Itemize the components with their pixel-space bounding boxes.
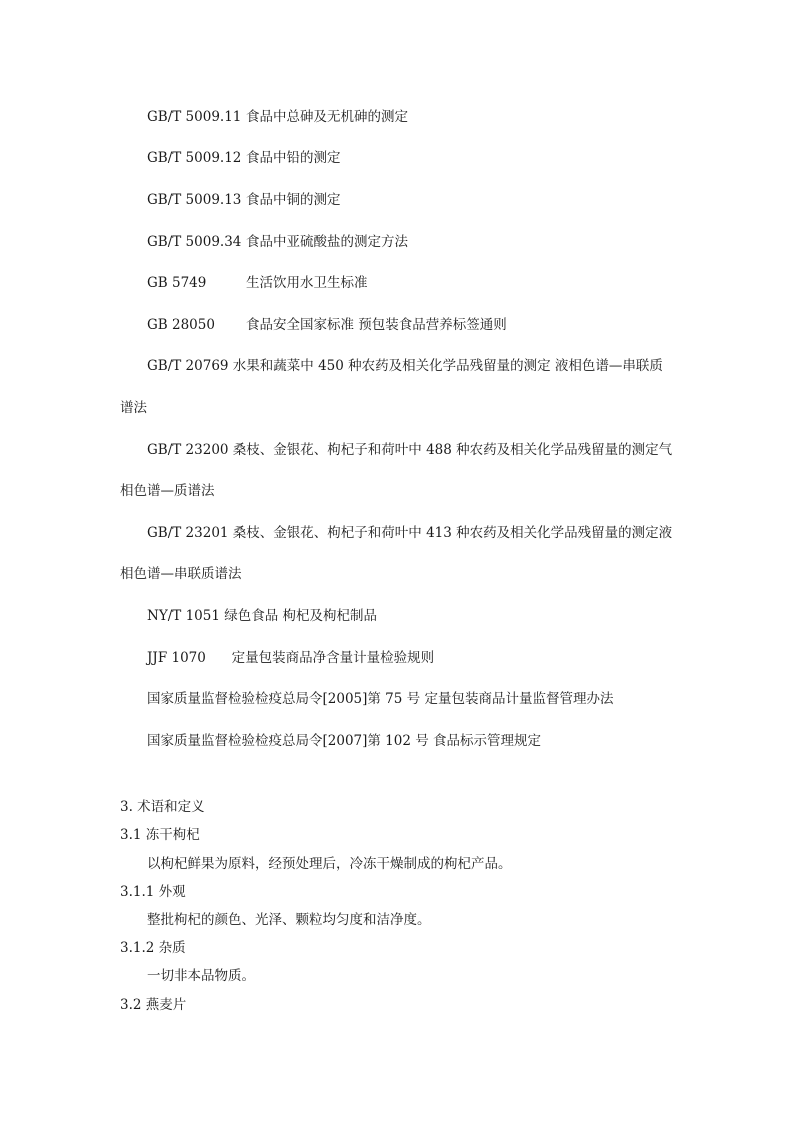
term-definition: 一切非本品物质。 xyxy=(147,968,255,984)
reference-code: GB/T 5009.34 xyxy=(147,234,242,250)
term-definition: 整批枸杞的颜色、光泽、颗粒均匀度和洁净度。 xyxy=(147,912,431,928)
reference-item xyxy=(147,274,368,292)
reference-item xyxy=(147,149,341,167)
reference-item: JJF 1070 定量包装商品净含量计量检验规则 xyxy=(147,650,435,666)
reference-code: GB/T 5009.11 xyxy=(147,109,242,125)
reference-item xyxy=(147,191,341,209)
reference-code: GB/T 5009.12 xyxy=(147,150,242,166)
long-reference-line1: GB/T 23200 桑枝、金银花、枸杞子和荷叶中 488 种农药及相关化学品残留量的测定气 xyxy=(147,442,673,458)
long-reference-line2: 相色谱—质谱法 xyxy=(120,483,215,499)
reference-title: 食品中铜的测定 xyxy=(246,192,341,208)
long-reference-line2: 相色谱—串联质谱法 xyxy=(120,566,242,582)
long-reference-line2: 谱法 xyxy=(120,400,147,416)
long-reference-line1: GB/T 23201 桑枝、金银花、枸杞子和荷叶中 413 种农药及相关化学品残留量的测定液 xyxy=(147,525,673,541)
term-title: 3.2 燕麦片 xyxy=(120,997,187,1013)
section-heading: 3. 术语和定义 xyxy=(120,799,205,815)
reference-code: GB/T 5009.13 xyxy=(147,192,242,208)
reference-item xyxy=(147,233,408,251)
term-definition: 以枸杞鲜果为原料，经预处理后，冷冻干燥制成的枸杞产品。 xyxy=(147,856,512,872)
reference-item: 国家质量监督检验检疫总局令[2007]第 102 号 食品标示管理规定 xyxy=(147,733,542,749)
reference-item: NY/T 1051 绿色食品 枸杞及枸杞制品 xyxy=(147,608,378,624)
reference-title: 生活饮用水卫生标准 xyxy=(246,275,368,291)
reference-title: 食品中铅的测定 xyxy=(246,150,341,166)
reference-title: 食品中亚硫酸盐的测定方法 xyxy=(246,234,408,250)
term-title: 3.1 冻干枸杞 xyxy=(120,827,200,843)
term-title: 3.1.2 杂质 xyxy=(120,940,186,956)
reference-code: GB 28050 xyxy=(147,317,215,333)
reference-title: 食品安全国家标准 预包装食品营养标签通则 xyxy=(246,317,507,333)
long-reference-line1: GB/T 20769 水果和蔬菜中 450 种农药及相关化学品残留量的测定 液相色谱—串联质 xyxy=(147,358,663,374)
reference-item xyxy=(147,316,507,334)
reference-item: 国家质量监督检验检疫总局令[2005]第 75 号 定量包装商品计量监督管理办法 xyxy=(147,691,614,707)
reference-item xyxy=(147,108,408,126)
reference-title: 食品中总砷及无机砷的测定 xyxy=(246,109,408,125)
term-title: 3.1.1 外观 xyxy=(120,884,186,900)
reference-code: GB 5749 xyxy=(147,275,207,291)
